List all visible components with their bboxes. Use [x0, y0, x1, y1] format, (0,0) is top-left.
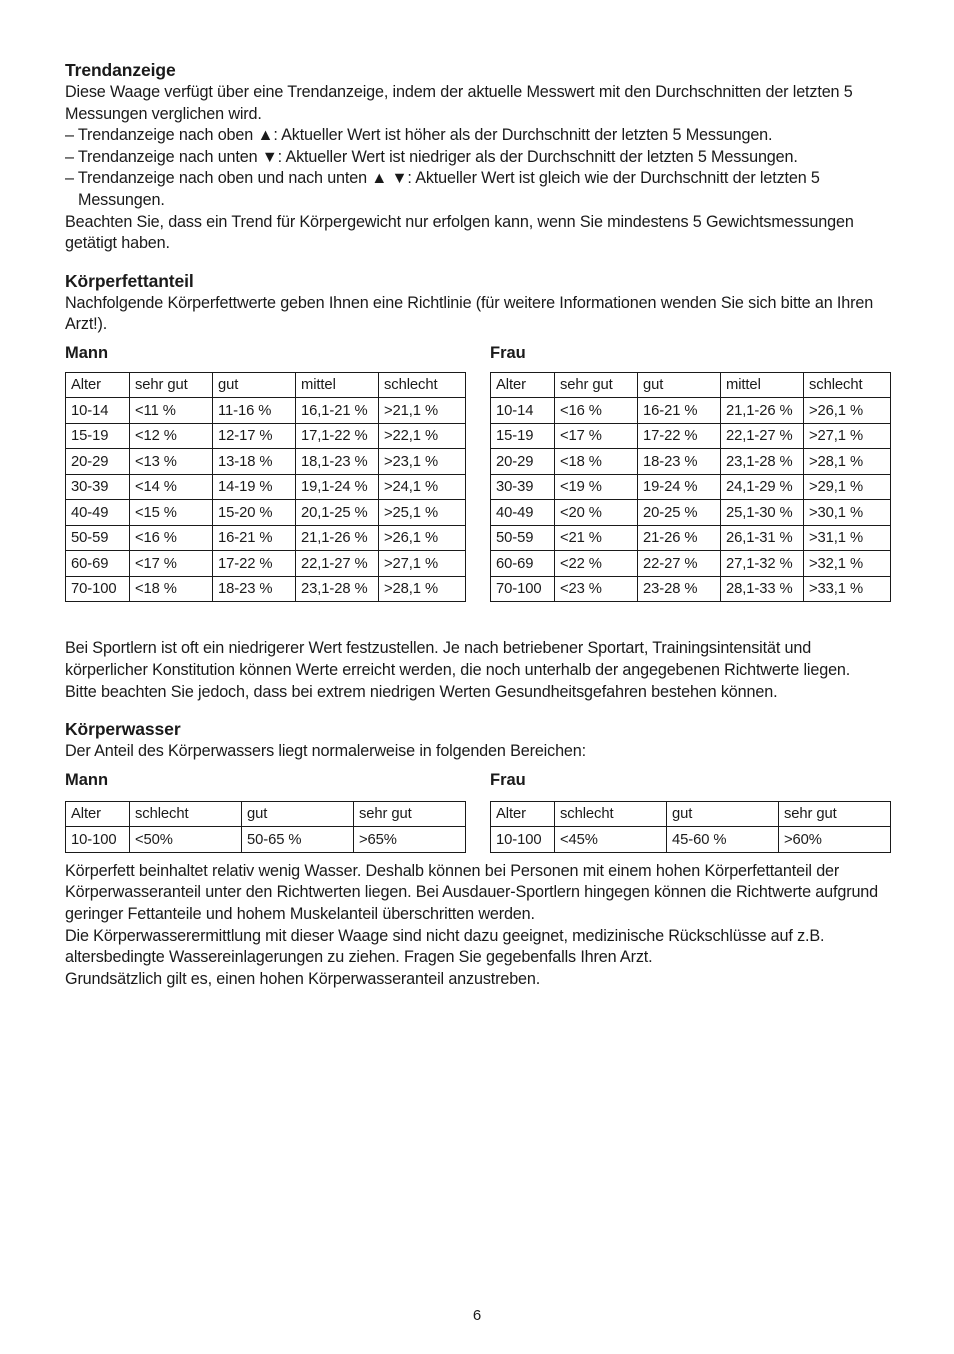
table-cell: >60% — [779, 827, 891, 853]
table-cell: >25,1 % — [379, 500, 466, 526]
table-cell: 40-49 — [491, 500, 555, 526]
table-cell: 24,1-29 % — [721, 474, 804, 500]
table-row — [66, 398, 466, 424]
water-frau-table — [490, 801, 891, 853]
table-row — [66, 525, 466, 551]
table-row — [491, 551, 891, 577]
table-cell: >28,1 % — [804, 449, 891, 475]
table-cell: >27,1 % — [379, 551, 466, 577]
water-mann-label: Mann — [65, 770, 109, 789]
table-row — [491, 827, 891, 853]
table-row — [491, 423, 891, 449]
table-cell: 10-100 — [66, 827, 130, 853]
table-cell: >33,1 % — [804, 576, 891, 602]
table-cell: >24,1 % — [379, 474, 466, 500]
table-cell: <22 % — [555, 551, 638, 577]
table-cell: <21 % — [555, 525, 638, 551]
water-note-fat: Körperfett beinhaltet relativ wenig Wasser. Deshalb können bei Personen mit einem hohen Körperfettanteil der Körperwasseranteil unter den Richtwerten liegen. Bei Ausdauer-Sportlern hingegen können die Richtwerte aufgrund geringer Fettanteile und hohem Muskelanteil überschritten werden. — [65, 861, 879, 923]
table-cell: 18,1-23 % — [296, 449, 379, 475]
trend-heading: Trendanzeige — [65, 60, 176, 80]
table-cell: 50-59 — [491, 525, 555, 551]
table-cell: 20-25 % — [638, 500, 721, 526]
table-row — [491, 500, 891, 526]
table-cell: <15 % — [130, 500, 213, 526]
table-cell: 16-21 % — [638, 398, 721, 424]
table-cell: 10-100 — [491, 827, 555, 853]
fat-frau-label: Frau — [490, 343, 526, 362]
table-cell: 10-14 — [491, 398, 555, 424]
table-cell: 21-26 % — [638, 525, 721, 551]
table-cell: gut — [242, 801, 354, 827]
fat-section — [65, 269, 891, 703]
table-cell: mittel — [296, 372, 379, 398]
water-note-medical: Die Körperwasserermittlung mit dieser Waage sind nicht dazu geeignet, medizinische Rückschlüsse auf z.B. altersbedingte Wassereinlagerungen zu ziehen. Fragen Sie gegebenfalls Ihren Arzt. — [65, 926, 825, 967]
table-cell: sehr gut — [354, 801, 466, 827]
table-cell: 11-16 % — [213, 398, 296, 424]
table-cell: mittel — [721, 372, 804, 398]
table-cell: <14 % — [130, 474, 213, 500]
table-cell: <16 % — [130, 525, 213, 551]
table-cell: <12 % — [130, 423, 213, 449]
table-cell: >23,1 % — [379, 449, 466, 475]
table-row — [66, 423, 466, 449]
table-cell: <18 % — [555, 449, 638, 475]
table-row — [491, 449, 891, 475]
water-frau-block — [490, 769, 891, 853]
table-header-row — [66, 372, 466, 398]
table-cell: 22,1-27 % — [721, 423, 804, 449]
table-row — [66, 827, 466, 853]
table-cell: 10-14 — [66, 398, 130, 424]
table-cell: Alter — [66, 372, 130, 398]
table-row — [491, 398, 891, 424]
table-cell: <17 % — [130, 551, 213, 577]
table-cell: 50-65 % — [242, 827, 354, 853]
table-cell: <13 % — [130, 449, 213, 475]
water-section — [65, 717, 891, 990]
table-cell: 17,1-22 % — [296, 423, 379, 449]
table-cell: 45-60 % — [667, 827, 779, 853]
table-cell: Alter — [66, 801, 130, 827]
trend-note: Beachten Sie, dass ein Trend für Körpergewicht nur erfolgen kann, wenn Sie mindestens 5 Gewichtsmessungen getätigt haben. — [65, 212, 854, 253]
table-cell: 19,1-24 % — [296, 474, 379, 500]
table-cell: >21,1 % — [379, 398, 466, 424]
table-cell: <11 % — [130, 398, 213, 424]
water-mann-block — [65, 769, 466, 853]
table-cell: 13-18 % — [213, 449, 296, 475]
page-number: 6 — [472, 1307, 482, 1324]
table-cell: >65% — [354, 827, 466, 853]
table-row — [491, 525, 891, 551]
table-cell: 17-22 % — [213, 551, 296, 577]
table-cell: <19 % — [555, 474, 638, 500]
table-cell: >30,1 % — [804, 500, 891, 526]
table-cell: sehr gut — [130, 372, 213, 398]
trend-intro: Diese Waage verfügt über eine Trendanzeige, indem der aktuelle Messwert mit den Durchschnitten der letzten 5 Messungen verglichen wird. — [65, 83, 853, 123]
table-cell: 27,1-32 % — [721, 551, 804, 577]
table-cell: <23 % — [555, 576, 638, 602]
table-header-row — [491, 801, 891, 827]
table-cell: 23,1-28 % — [296, 576, 379, 602]
table-cell: >22,1 % — [379, 423, 466, 449]
table-cell: <45% — [555, 827, 667, 853]
table-cell: 20-29 — [66, 449, 130, 475]
fat-mann-block — [65, 342, 466, 603]
table-cell: 30-39 — [491, 474, 555, 500]
table-cell: <18 % — [130, 576, 213, 602]
table-cell: 22-27 % — [638, 551, 721, 577]
trend-item-equal: – Trendanzeige nach oben und nach unten ▲ ▼: Aktueller Wert ist gleich wie der Durchschnitt der letzten 5 Messungen. — [65, 169, 820, 209]
table-cell: 30-39 — [66, 474, 130, 500]
table-cell: >26,1 % — [379, 525, 466, 551]
table-cell: 16-21 % — [213, 525, 296, 551]
table-cell: 20,1-25 % — [296, 500, 379, 526]
table-header-row — [66, 801, 466, 827]
table-cell: gut — [667, 801, 779, 827]
table-cell: sehr gut — [779, 801, 891, 827]
table-cell: Alter — [491, 372, 555, 398]
table-cell: schlecht — [555, 801, 667, 827]
water-intro: Der Anteil des Körperwassers liegt normalerweise in folgenden Bereichen: — [65, 742, 586, 761]
trend-list — [65, 125, 891, 211]
table-cell: <16 % — [555, 398, 638, 424]
fat-heading: Körperfettanteil — [65, 270, 194, 291]
table-cell: >27,1 % — [804, 423, 891, 449]
table-cell: >31,1 % — [804, 525, 891, 551]
table-row — [66, 500, 466, 526]
table-cell: 70-100 — [491, 576, 555, 602]
table-cell: >32,1 % — [804, 551, 891, 577]
table-cell: 15-20 % — [213, 500, 296, 526]
trend-item-up: – Trendanzeige nach oben ▲: Aktueller Wert ist höher als der Durchschnitt der letzten 5 Messungen. — [65, 126, 773, 145]
table-cell: 23-28 % — [638, 576, 721, 602]
fat-note-health: Bitte beachten Sie jedoch, dass bei extrem niedrigen Werten Gesundheitsgefahren bestehen können. — [65, 682, 778, 701]
table-cell: <50% — [130, 827, 242, 853]
table-cell: >26,1 % — [804, 398, 891, 424]
table-cell: 23,1-28 % — [721, 449, 804, 475]
fat-mann-table — [65, 372, 466, 603]
table-cell: 15-19 — [491, 423, 555, 449]
table-cell: 28,1-33 % — [721, 576, 804, 602]
table-cell: <20 % — [555, 500, 638, 526]
fat-mann-label: Mann — [65, 343, 109, 362]
table-cell: 22,1-27 % — [296, 551, 379, 577]
table-cell: schlecht — [379, 372, 466, 398]
water-mann-table — [65, 801, 466, 853]
trend-section — [65, 58, 891, 255]
document-page — [65, 58, 891, 990]
table-cell: 15-19 — [66, 423, 130, 449]
table-cell: Alter — [491, 801, 555, 827]
table-cell: gut — [638, 372, 721, 398]
table-cell: 12-17 % — [213, 423, 296, 449]
table-cell: 21,1-26 % — [721, 398, 804, 424]
table-cell: 70-100 — [66, 576, 130, 602]
table-row — [491, 474, 891, 500]
trend-item-down: – Trendanzeige nach unten ▼: Aktueller Wert ist niedriger als der Durchschnitt der letzten 5 Messungen. — [65, 147, 798, 166]
table-cell: 17-22 % — [638, 423, 721, 449]
table-cell: >28,1 % — [379, 576, 466, 602]
water-frau-label: Frau — [490, 770, 526, 789]
fat-note-athletes: Bei Sportlern ist oft ein niedrigerer Wert festzustellen. Je nach betriebener Sportart, Trainingsintensität und körperlicher Konstitution können Werte erreicht werden, die noch unterhalb der angegebenen Richtwerte liegen. — [65, 639, 851, 680]
table-cell: 19-24 % — [638, 474, 721, 500]
table-row — [66, 551, 466, 577]
fat-intro: Nachfolgende Körperfettwerte geben Ihnen eine Richtlinie (für weitere Informationen wenden Sie sich bitte an Ihren Arzt!). — [65, 293, 874, 334]
table-cell: 18-23 % — [213, 576, 296, 602]
table-cell: 40-49 — [66, 500, 130, 526]
table-cell: 26,1-31 % — [721, 525, 804, 551]
table-cell: sehr gut — [555, 372, 638, 398]
table-cell: 16,1-21 % — [296, 398, 379, 424]
table-row — [66, 474, 466, 500]
table-cell: 21,1-26 % — [296, 525, 379, 551]
table-cell: 60-69 — [491, 551, 555, 577]
fat-frau-table — [490, 372, 891, 603]
table-cell: >29,1 % — [804, 474, 891, 500]
table-cell: <17 % — [555, 423, 638, 449]
table-cell: 20-29 — [491, 449, 555, 475]
table-cell: gut — [213, 372, 296, 398]
table-cell: 25,1-30 % — [721, 500, 804, 526]
table-row — [491, 576, 891, 602]
table-row — [66, 449, 466, 475]
table-cell: 18-23 % — [638, 449, 721, 475]
table-row — [66, 576, 466, 602]
water-note-goal: Grundsätzlich gilt es, einen hohen Körperwasseranteil anzustreben. — [65, 969, 541, 988]
table-cell: 50-59 — [66, 525, 130, 551]
table-cell: 60-69 — [66, 551, 130, 577]
table-cell: schlecht — [804, 372, 891, 398]
table-cell: schlecht — [130, 801, 242, 827]
fat-frau-block — [490, 342, 891, 603]
table-cell: 14-19 % — [213, 474, 296, 500]
water-heading: Körperwasser — [65, 719, 181, 740]
table-header-row — [491, 372, 891, 398]
